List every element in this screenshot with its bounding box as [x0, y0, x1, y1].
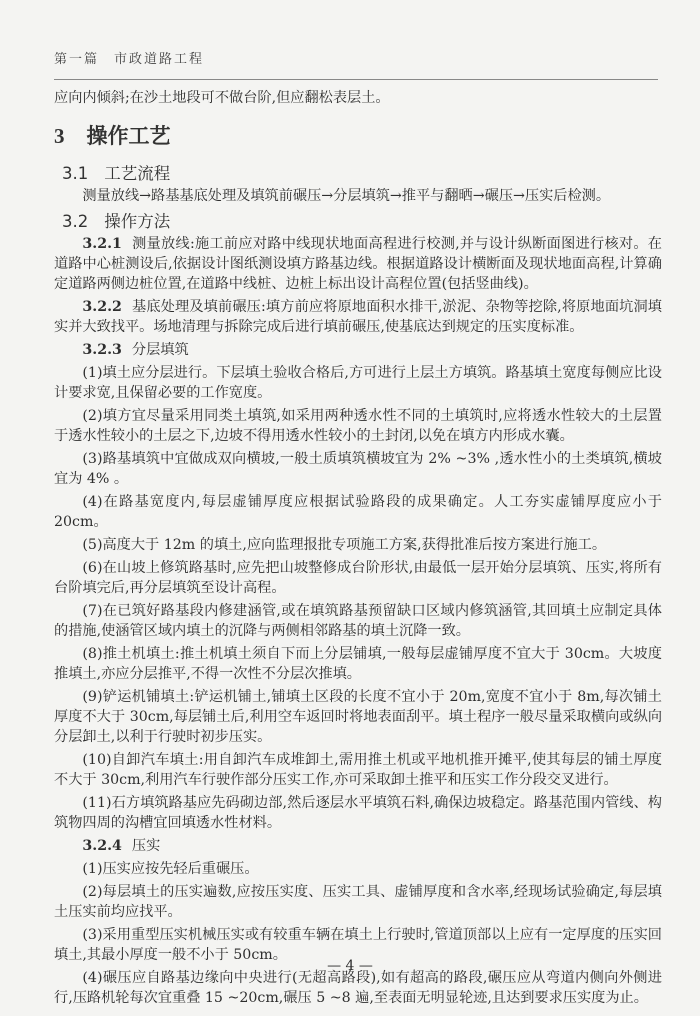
subsection-number: 3.2.3 — [82, 342, 122, 358]
section-title: 操作方法 — [104, 212, 171, 231]
chapter-title: 操作工艺 — [86, 124, 171, 148]
section-title: 工艺流程 — [104, 164, 171, 183]
list-item: (1)填土应分层进行。下层填土验收合格后,方可进行上层土方填筑。路基填土宽度每侧应比设计要求宽,且保留必要的工作宽度。 — [54, 365, 662, 401]
list-item: (4)碾压应自路基边缘向中央进行(无超高路段),如有超高的路段,碾压应从弯道内侧向外侧进行,压路机轮每次宜重叠 15 ~20cm,碾压 5 ~8 遍,至表面无明显轮迹,且达到要求压实度为止。 — [54, 970, 662, 1006]
list-item: (2)每层填土的压实遍数,应按压实度、压实工具、虚铺厚度和含水率,经现场试验确定,每层填土压实前均应找平。 — [54, 884, 662, 920]
list-item: (8)推土机填土:推土机填土须自下而上分层铺填,一般每层虚铺厚度不宜大于 30cm。大坡度推填土,亦应分层推平,不得一次性不分层次推填。 — [54, 646, 662, 682]
header-rule — [54, 79, 658, 80]
process-flow: 测量放线→路基基底处理及填筑前碾压→分层填筑→推平与翻晒→碾压→压实后检测。 — [82, 188, 611, 204]
intro-paragraph: 应向内倾斜;在沙土地段可不做台阶,但应翻松表层土。 — [54, 90, 390, 106]
subsection-number: 3.2.2 — [82, 299, 122, 315]
list-item: (2)填方宜尽量采用同类土填筑,如采用两种透水性不同的土填筑时,应将透水性较大的土层置于透水性较小的土层之下,边坡不得用透水性较小的土封闭,以免在填方内形成水囊。 — [54, 408, 662, 444]
section-3-2-heading — [62, 212, 662, 232]
chapter-heading — [54, 126, 662, 146]
subsection-number: 3.2.4 — [82, 838, 122, 854]
paragraph-3-2-2 — [54, 297, 662, 337]
list-3-2-3 — [54, 363, 662, 833]
subsection-3-2-4-heading — [54, 836, 662, 856]
list-3-2-4 — [54, 859, 662, 1008]
list-item: (6)在山坡上修筑路基时,应先把山坡整修成台阶形状,由最低一层开始分层填筑、压实,将所有台阶填完后,再分层填筑至设计高程。 — [54, 560, 662, 596]
list-item: (11)石方填筑路基应先码砌边部,然后逐层水平填筑石料,确保边坡稳定。路基范围内管线、构筑物四周的沟槽宜回填透水性材料。 — [54, 795, 662, 831]
list-item: (3)采用重型压实机械压实或有较重车辆在填土上行驶时,管道顶部以上应有一定厚度的压实回填土,其最小厚度一般不小于 50cm。 — [54, 927, 662, 963]
list-item: (1)压实应按先轻后重碾压。 — [82, 861, 259, 877]
list-item: (10)自卸汽车填土:用自卸汽车成堆卸土,需用推土机或平地机推开摊平,使其每层的铺土厚度不大于 30cm,利用汽车行驶作部分压实工作,亦可采取卸土推平和压实工作分段交叉进行。 — [54, 752, 662, 788]
paragraph-text: 基底处理及填前碾压:填方前应将原地面积水排干,淤泥、杂物等挖除,将原地面坑洞填实并大致找平。场地清理与拆除完成后进行填前碾压,使基底达到规定的压实度标准。 — [54, 299, 662, 335]
subsection-3-2-3-heading — [54, 340, 662, 360]
subsection-title: 压实 — [131, 838, 161, 854]
running-header: 第一篇 市政道路工程 — [54, 52, 205, 67]
subsection-number: 3.2.1 — [82, 236, 122, 252]
chapter-number: 3 — [54, 124, 65, 148]
list-item: (9)铲运机铺填土:铲运机铺土,铺填土区段的长度不宜小于 20m,宽度不宜小于 8m,每次铺土厚度不大于 30cm,每层铺土后,利用空车返回时将地表面刮平。填土程序一般尽量采取横向或纵向分层卸土,以利于行驶时初步压实。 — [54, 689, 662, 745]
section-number: 3.2 — [62, 212, 89, 231]
paragraph-text: 测量放线:施工前应对路中线现状地面高程进行校测,并与设计纵断面图进行核对。在道路中心桩测设后,依据设计图纸测设填方路基边线。根据道路设计横断面及现状地面高程,计算确定道路两侧边桩位置,在道路中线桩、边桩上标出设计高程位置(包括竖曲线)。 — [54, 236, 662, 292]
list-item: (5)高度大于 12m 的填土,应向监理报批专项施工方案,获得批准后按方案进行施工。 — [82, 537, 607, 553]
page-number: — 4 — — [327, 958, 373, 974]
subsection-title: 分层填筑 — [131, 342, 189, 358]
paragraph-3-2-1 — [54, 234, 662, 294]
list-item: (4)在路基宽度内,每层虚铺厚度应根据试验路段的成果确定。人工夯实虚铺厚度应小于 20cm。 — [54, 494, 662, 530]
list-item: (3)路基填筑中宜做成双向横坡,一般土质填筑横坡宜为 2% ~3% ,透水性小的土类填筑,横坡宜为 4% 。 — [54, 451, 662, 487]
page-body — [54, 88, 662, 1011]
section-3-1-heading — [62, 164, 662, 184]
list-item: (7)在已筑好路基段内修建涵管,或在填筑路基预留缺口区域内修筑涵管,其回填土应制定具体的措施,使涵管区域内填土的沉降与两侧相邻路基的填土沉降一致。 — [54, 603, 662, 639]
section-number: 3.1 — [62, 164, 89, 183]
